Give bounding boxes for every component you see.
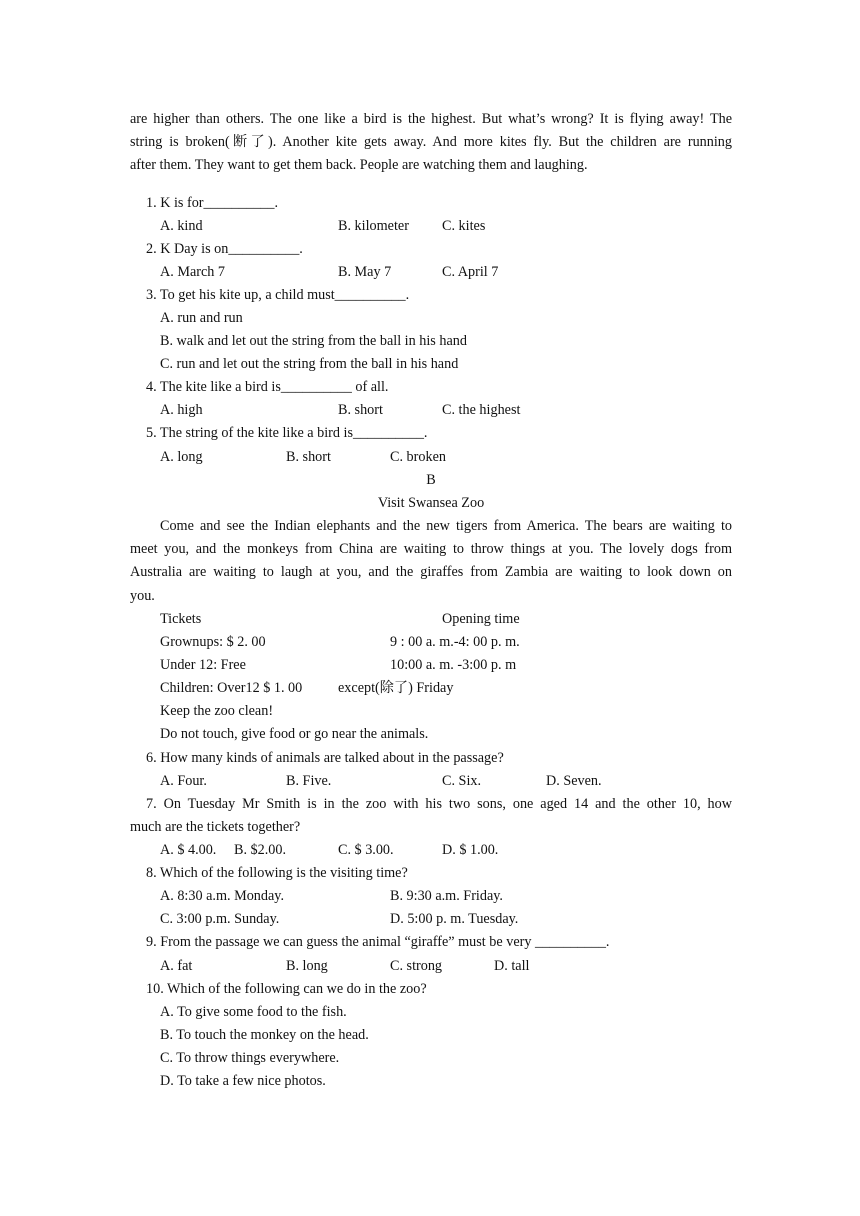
answer-option: D. 5:00 p. m. Tuesday. — [390, 911, 519, 927]
answer-option: B. Five. — [286, 773, 332, 789]
question-stem: 7. On Tuesday Mr Smith is in the zoo with his two sons, one aged 14 and the other 10, how — [146, 796, 732, 812]
opening-time: 9 : 00 a. m.-4: 00 p. m. — [390, 634, 520, 650]
answer-option: A. To give some food to the fish. — [160, 1004, 347, 1020]
answer-option: A. 8:30 a.m. Monday. — [160, 888, 284, 904]
answer-option: B. 9:30 a.m. Friday. — [390, 888, 503, 904]
passage-a-line: are higher than others. The one like a bird is the highest. But what’s wrong? It is flying away! The — [130, 111, 732, 127]
passage-b-line: Come and see the Indian elephants and the new tigers from America. The bears are waiting to — [160, 518, 732, 534]
question-stem: 1. K is for__________. — [146, 195, 279, 211]
answer-option: D. $ 1.00. — [442, 842, 499, 858]
question-stem: 6. How many kinds of animals are talked about in the passage? — [146, 750, 504, 766]
answer-option: B. long — [286, 958, 328, 974]
question-stem: 2. K Day is on__________. — [146, 241, 303, 257]
answer-option: D. Seven. — [546, 773, 602, 789]
zoo-rule: Do not touch, give food or go near the animals. — [160, 726, 429, 742]
answer-option: A. high — [160, 402, 203, 418]
passage-a-line: string is broken(断了). Another kite gets away. And more kites fly. But the children are running — [130, 134, 732, 150]
answer-option: B. walk and let out the string from the ball in his hand — [160, 333, 467, 349]
answer-option: B. short — [338, 402, 383, 418]
answer-option: A. Four. — [160, 773, 207, 789]
tickets-header: Tickets — [160, 611, 202, 627]
passage-b-line: Australia are waiting to laugh at you, and the giraffes from Zambia are waiting to look down on — [130, 564, 732, 580]
answer-option: B. short — [286, 449, 331, 465]
opening-time: 10:00 a. m. -3:00 p. m — [390, 657, 517, 673]
passage-a-line: after them. They want to get them back. People are watching them and laughing. — [130, 157, 588, 173]
answer-option: A. March 7 — [160, 264, 226, 280]
answer-option: C. run and let out the string from the ball in his hand — [160, 356, 459, 372]
question-stem: much are the tickets together? — [130, 819, 301, 835]
ticket-price: Grownups: $ 2. 00 — [160, 634, 266, 650]
answer-option: C. strong — [390, 958, 443, 974]
answer-option: A. fat — [160, 958, 193, 974]
question-stem: 8. Which of the following is the visiting time? — [146, 865, 408, 881]
answer-option: C. the highest — [442, 402, 521, 418]
answer-option: A. run and run — [160, 310, 243, 326]
answer-option: A. long — [160, 449, 203, 465]
section-label: B — [426, 472, 436, 488]
answer-option: B. kilometer — [338, 218, 409, 234]
question-stem: 10. Which of the following can we do in the zoo? — [146, 981, 427, 997]
opening-time: except(除了) Friday — [338, 680, 454, 696]
passage-b-line: meet you, and the monkeys from China are waiting to throw things at you. The lovely dogs from — [130, 541, 732, 557]
opening-time-header: Opening time — [442, 611, 520, 627]
answer-option: A. $ 4.00. — [160, 842, 217, 858]
answer-option: C. broken — [390, 449, 446, 465]
answer-option: C. To throw things everywhere. — [160, 1050, 340, 1066]
ticket-price: Children: Over12 $ 1. 00 — [160, 680, 303, 696]
answer-option: C. kites — [442, 218, 486, 234]
question-stem: 4. The kite like a bird is__________ of all. — [146, 379, 389, 395]
question-stem: 3. To get his kite up, a child must__________. — [146, 287, 410, 303]
ticket-price: Under 12: Free — [160, 657, 246, 673]
answer-option: C. 3:00 p.m. Sunday. — [160, 911, 280, 927]
question-stem: 5. The string of the kite like a bird is__________. — [146, 425, 428, 441]
answer-option: D. To take a few nice photos. — [160, 1073, 326, 1089]
section-title: Visit Swansea Zoo — [377, 495, 485, 511]
answer-option: B. $2.00. — [234, 842, 287, 858]
answer-option: C. $ 3.00. — [338, 842, 394, 858]
answer-option: A. kind — [160, 218, 203, 234]
answer-option: B. To touch the monkey on the head. — [160, 1027, 369, 1043]
question-stem: 9. From the passage we can guess the animal “giraffe” must be very __________. — [146, 934, 610, 950]
answer-option: D. tall — [494, 958, 530, 974]
answer-option: C. April 7 — [442, 264, 499, 280]
zoo-rule: Keep the zoo clean! — [160, 703, 274, 719]
answer-option: B. May 7 — [338, 264, 392, 280]
answer-option: C. Six. — [442, 773, 482, 789]
passage-b-line: you. — [130, 588, 155, 604]
